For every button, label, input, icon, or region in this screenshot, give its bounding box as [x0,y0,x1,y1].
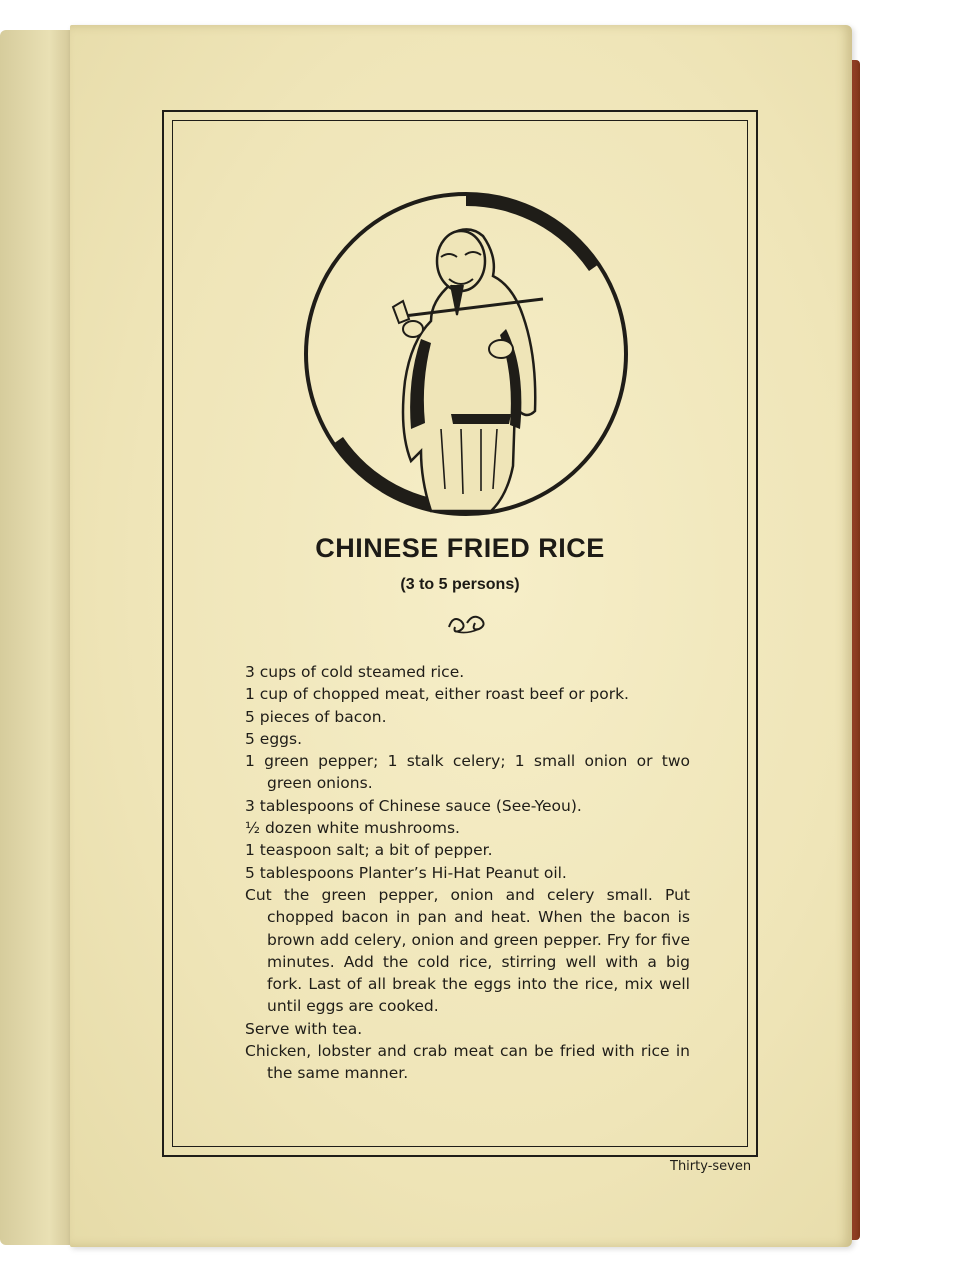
recipe-servings: (3 to 5 persons) [400,576,520,593]
ingredient-line: 5 eggs. [245,729,303,748]
ingredient-line: 3 tablespoons of Chinese sauce (See-Yeou). [245,796,582,815]
ingredient-line: 1 green pepper; 1 stalk celery; 1 small onion or two green onions. [245,752,690,793]
ingredient-line: ½ dozen white mushrooms. [245,819,460,838]
ingredient-line: 5 pieces of bacon. [245,707,387,726]
recipe-title: CHINESE FRIED RICE [315,533,605,563]
page-inner-border [172,120,748,1147]
recipe-page [70,25,852,1247]
ingredient-line: 1 teaspoon salt; a bit of pepper. [245,841,493,860]
flourish-ornament-icon [445,611,489,637]
ingredient-line: 1 cup of chopped meat, either roast beef or pork. [245,685,629,704]
page-number: Thirty-seven [670,1159,752,1174]
ingredient-line: 5 tablespoons Planter’s Hi-Hat Peanut oil. [245,863,567,882]
page-border [162,110,758,1157]
instruction-paragraph: Serve with tea. [245,1019,363,1038]
instruction-paragraph: Cut the green pepper, onion and celery small. Put chopped bacon in pan and heat. When the bacon is brown add celery, onion and green pepper. Fry for five minutes. Add the cold rice, stirring well with a big fork. Last of all break the eggs into the rice, mix well until eggs are cooked. [245,885,690,1016]
ingredient-line: 3 cups of cold steamed rice. [245,663,465,681]
chef-illustration-icon [301,189,631,519]
recipe-body [245,661,690,1085]
instruction-paragraph: Chicken, lobster and crab meat can be fried with rice in the same manner. [245,1042,690,1083]
